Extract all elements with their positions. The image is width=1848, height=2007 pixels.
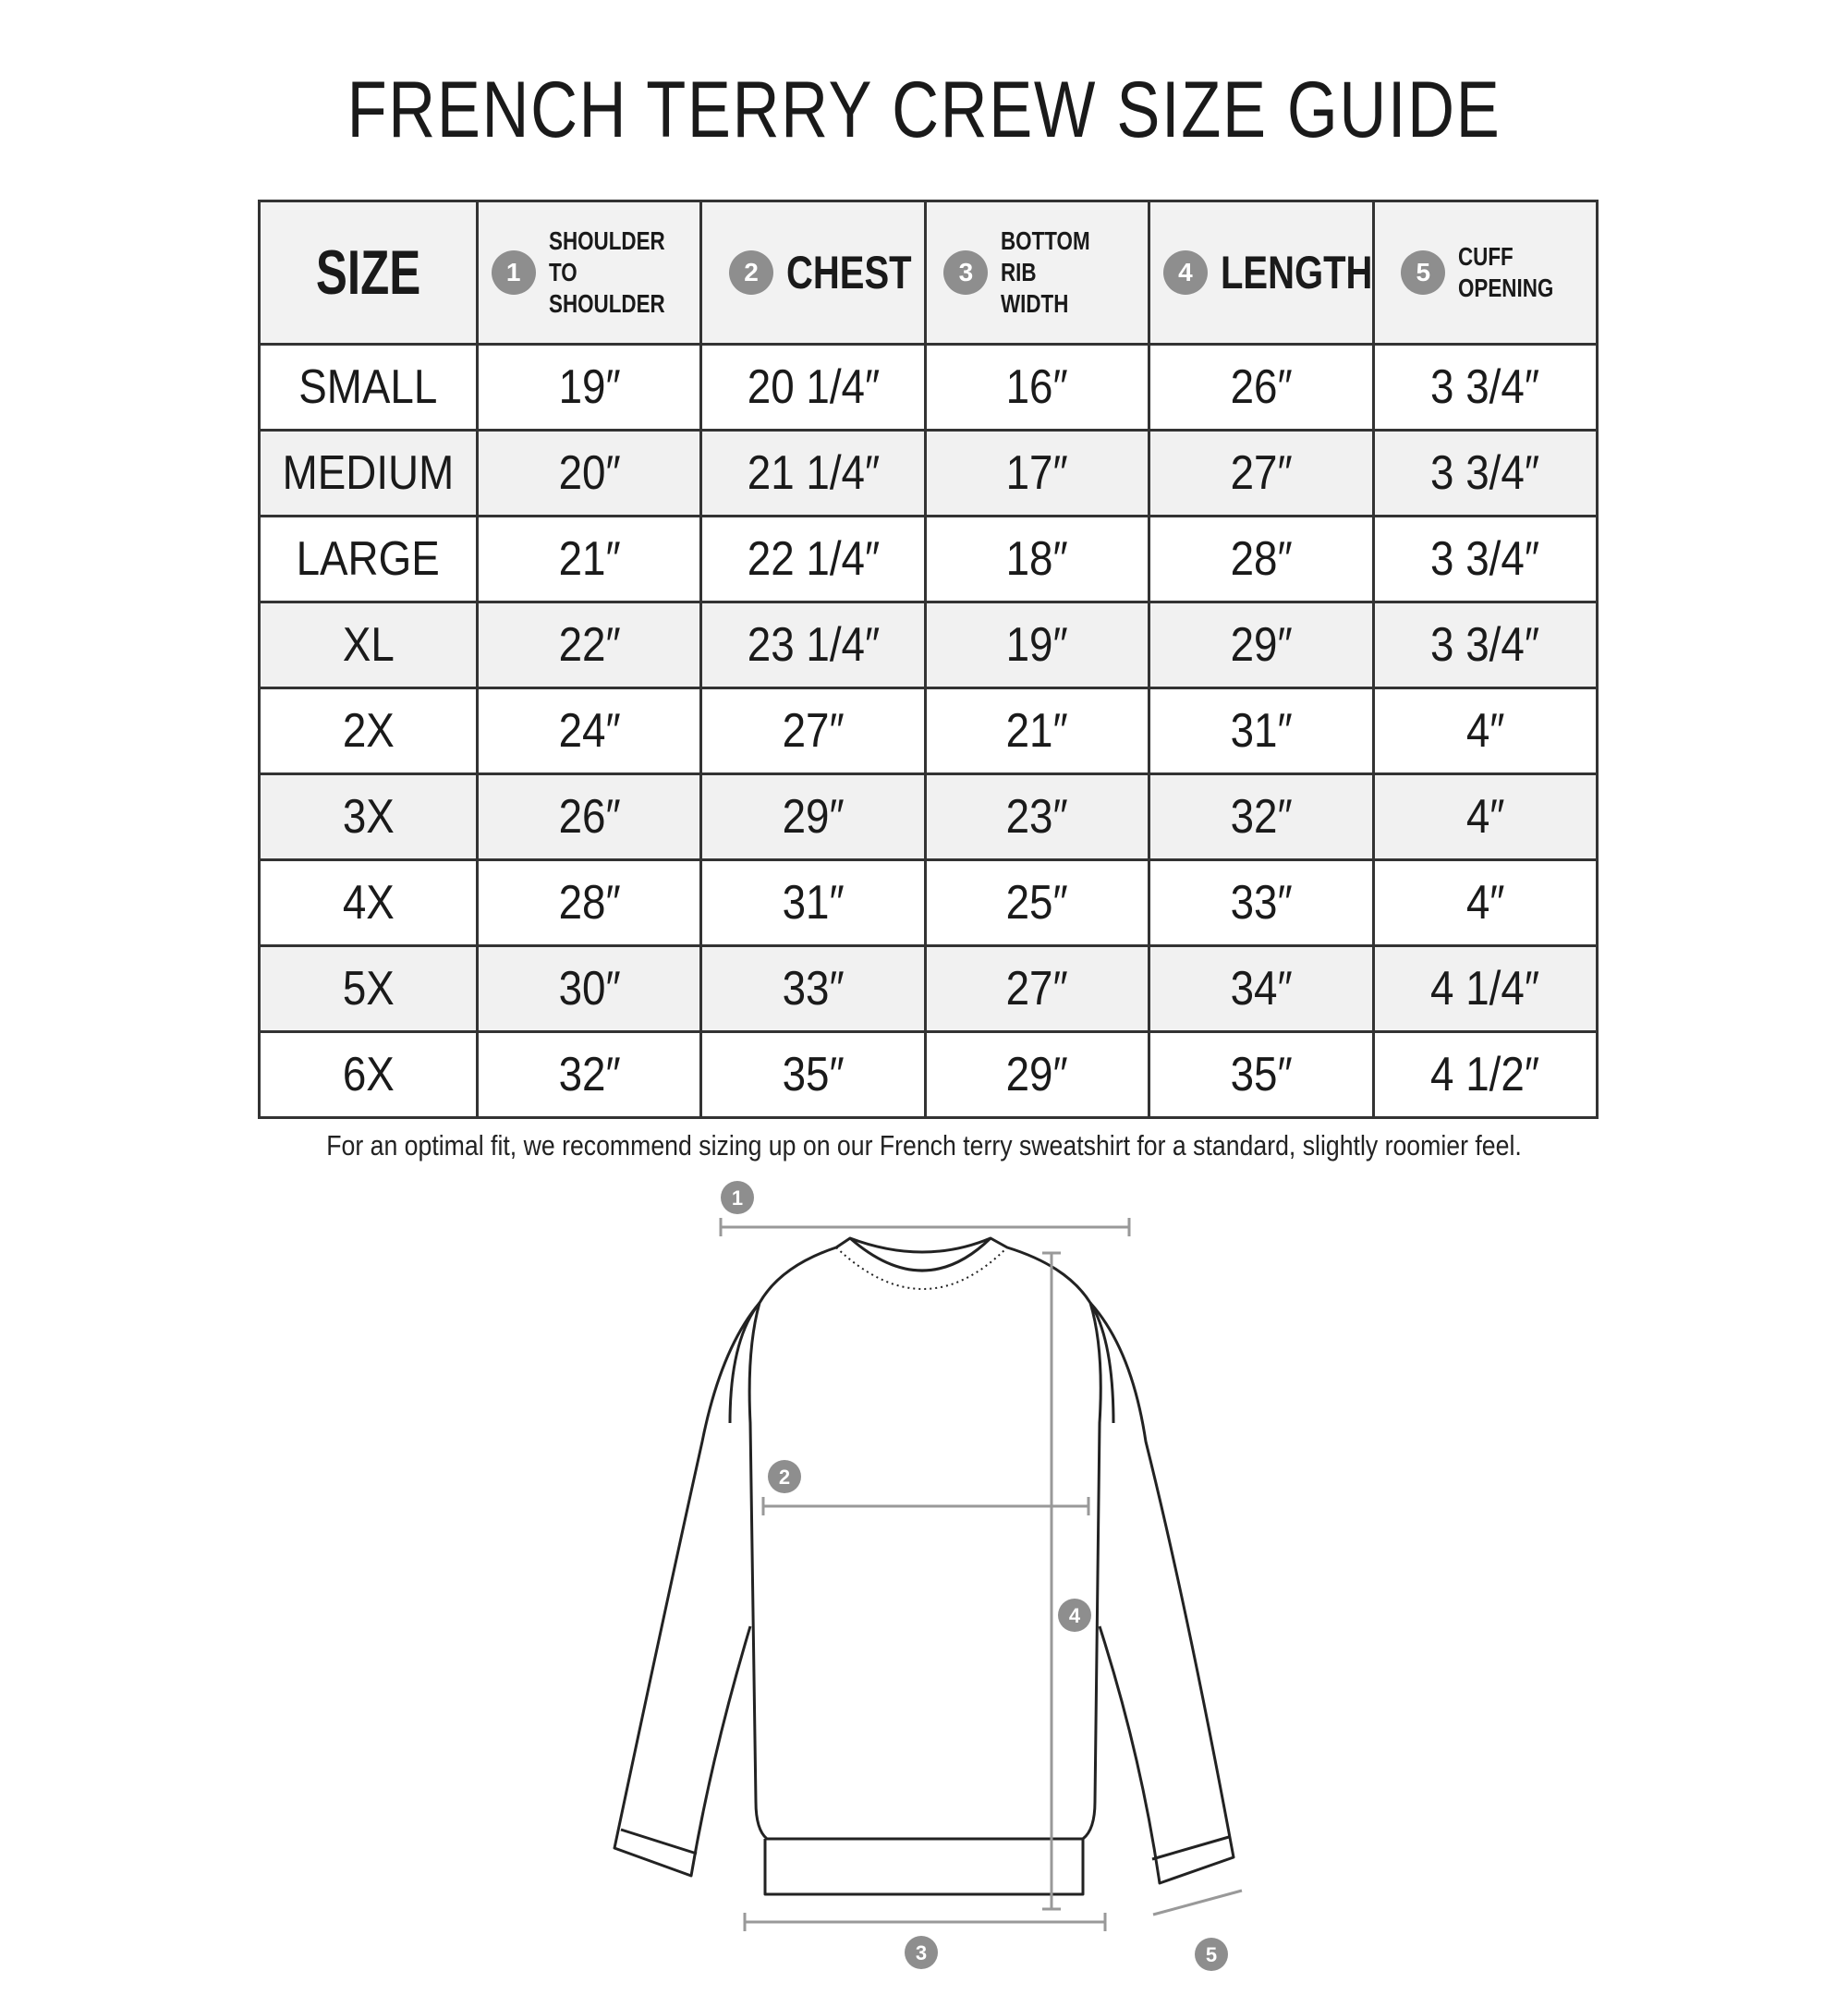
cell-chest: 31″ bbox=[701, 860, 925, 946]
cell-length: 31″ bbox=[1149, 688, 1373, 774]
header-shoulder-label: SHOULDER TO SHOULDER bbox=[548, 226, 665, 318]
cell-shoulder: 20″ bbox=[478, 431, 701, 517]
cell-shoulder: 24″ bbox=[478, 688, 701, 774]
table-row bbox=[260, 774, 1598, 860]
table-row bbox=[260, 517, 1598, 602]
cell-length: 32″ bbox=[1149, 774, 1373, 860]
measure-lines bbox=[721, 1218, 1242, 1931]
size-table bbox=[258, 200, 1599, 1119]
sweatshirt-diagram bbox=[0, 1164, 1848, 1996]
cell-chest: 22 1/4″ bbox=[701, 517, 925, 602]
cell-shoulder: 19″ bbox=[478, 345, 701, 431]
cell-length: 33″ bbox=[1149, 860, 1373, 946]
cell-bottom: 17″ bbox=[925, 431, 1149, 517]
header-cuff bbox=[1373, 201, 1597, 345]
cell-bottom: 16″ bbox=[925, 345, 1149, 431]
cell-length: 26″ bbox=[1149, 345, 1373, 431]
header-bottom bbox=[925, 201, 1149, 345]
cell-shoulder: 32″ bbox=[478, 1032, 701, 1118]
cell-shoulder: 22″ bbox=[478, 602, 701, 688]
cell-length: 28″ bbox=[1149, 517, 1373, 602]
cell-cuff: 4″ bbox=[1373, 688, 1597, 774]
cell-bottom: 23″ bbox=[925, 774, 1149, 860]
table-row bbox=[260, 345, 1598, 431]
marker-4-badge: 4 bbox=[1163, 250, 1208, 295]
cell-chest: 33″ bbox=[701, 946, 925, 1032]
marker-1-label: 1 bbox=[731, 1186, 744, 1210]
table-row bbox=[260, 431, 1598, 517]
marker-4-label: 4 bbox=[1068, 1604, 1081, 1627]
cell-cuff: 4″ bbox=[1373, 860, 1597, 946]
marker-5-badge: 5 bbox=[1401, 250, 1445, 295]
marker-2-label: 2 bbox=[778, 1466, 791, 1489]
header-bottom-label: BOTTOM RIB WIDTH bbox=[1001, 226, 1091, 318]
header-chest-label: CHEST bbox=[786, 247, 912, 298]
marker-5-label: 5 bbox=[1205, 1943, 1218, 1966]
cell-bottom: 29″ bbox=[925, 1032, 1149, 1118]
cell-size: 6X bbox=[260, 1032, 478, 1118]
page-title: FRENCH TERRY CREW SIZE GUIDE bbox=[346, 66, 1502, 154]
cell-chest: 29″ bbox=[701, 774, 925, 860]
marker-3-badge: 3 bbox=[943, 250, 988, 295]
cell-size: 2X bbox=[260, 688, 478, 774]
marker-3-label: 3 bbox=[915, 1941, 928, 1964]
fit-note: For an optimal fit, we recommend sizing up on our French terry sweatshirt for a standard, slightly roomier feel. bbox=[326, 1129, 1522, 1162]
header-size: SIZE bbox=[260, 201, 478, 345]
header-cuff-label: CUFF OPENING bbox=[1458, 242, 1554, 302]
marker-2-badge: 2 bbox=[729, 250, 773, 295]
cell-cuff: 4 1/2″ bbox=[1373, 1032, 1597, 1118]
cell-size: LARGE bbox=[260, 517, 478, 602]
cell-length: 29″ bbox=[1149, 602, 1373, 688]
cell-chest: 21 1/4″ bbox=[701, 431, 925, 517]
header-length-label: LENGTH bbox=[1220, 247, 1373, 298]
header-shoulder bbox=[478, 201, 701, 345]
cell-bottom: 21″ bbox=[925, 688, 1149, 774]
table-header-row bbox=[260, 201, 1598, 345]
cell-bottom: 18″ bbox=[925, 517, 1149, 602]
cell-chest: 27″ bbox=[701, 688, 925, 774]
cell-shoulder: 28″ bbox=[478, 860, 701, 946]
cell-bottom: 25″ bbox=[925, 860, 1149, 946]
cell-chest: 23 1/4″ bbox=[701, 602, 925, 688]
table-row bbox=[260, 946, 1598, 1032]
cell-chest: 35″ bbox=[701, 1032, 925, 1118]
table-row bbox=[260, 860, 1598, 946]
cell-cuff: 3 3/4″ bbox=[1373, 602, 1597, 688]
cell-bottom: 27″ bbox=[925, 946, 1149, 1032]
header-chest bbox=[701, 201, 925, 345]
table-row bbox=[260, 1032, 1598, 1118]
cell-size: MEDIUM bbox=[260, 431, 478, 517]
cell-shoulder: 30″ bbox=[478, 946, 701, 1032]
cell-size: SMALL bbox=[260, 345, 478, 431]
cell-size: 3X bbox=[260, 774, 478, 860]
cell-cuff: 3 3/4″ bbox=[1373, 517, 1597, 602]
cell-shoulder: 21″ bbox=[478, 517, 701, 602]
cell-shoulder: 26″ bbox=[478, 774, 701, 860]
cell-cuff: 3 3/4″ bbox=[1373, 345, 1597, 431]
cell-size: 5X bbox=[260, 946, 478, 1032]
cell-size: 4X bbox=[260, 860, 478, 946]
cell-cuff: 4″ bbox=[1373, 774, 1597, 860]
marker-1-badge: 1 bbox=[492, 250, 536, 295]
table-row bbox=[260, 688, 1598, 774]
table-row bbox=[260, 602, 1598, 688]
cell-length: 35″ bbox=[1149, 1032, 1373, 1118]
diagram-markers bbox=[721, 1181, 1228, 1971]
header-length bbox=[1149, 201, 1373, 345]
cell-cuff: 3 3/4″ bbox=[1373, 431, 1597, 517]
measure-line-cuff bbox=[1153, 1891, 1242, 1915]
sweatshirt-outline bbox=[614, 1238, 1234, 1894]
cell-cuff: 4 1/4″ bbox=[1373, 946, 1597, 1032]
cell-chest: 20 1/4″ bbox=[701, 345, 925, 431]
cell-bottom: 19″ bbox=[925, 602, 1149, 688]
cell-length: 27″ bbox=[1149, 431, 1373, 517]
cell-size: XL bbox=[260, 602, 478, 688]
cell-length: 34″ bbox=[1149, 946, 1373, 1032]
